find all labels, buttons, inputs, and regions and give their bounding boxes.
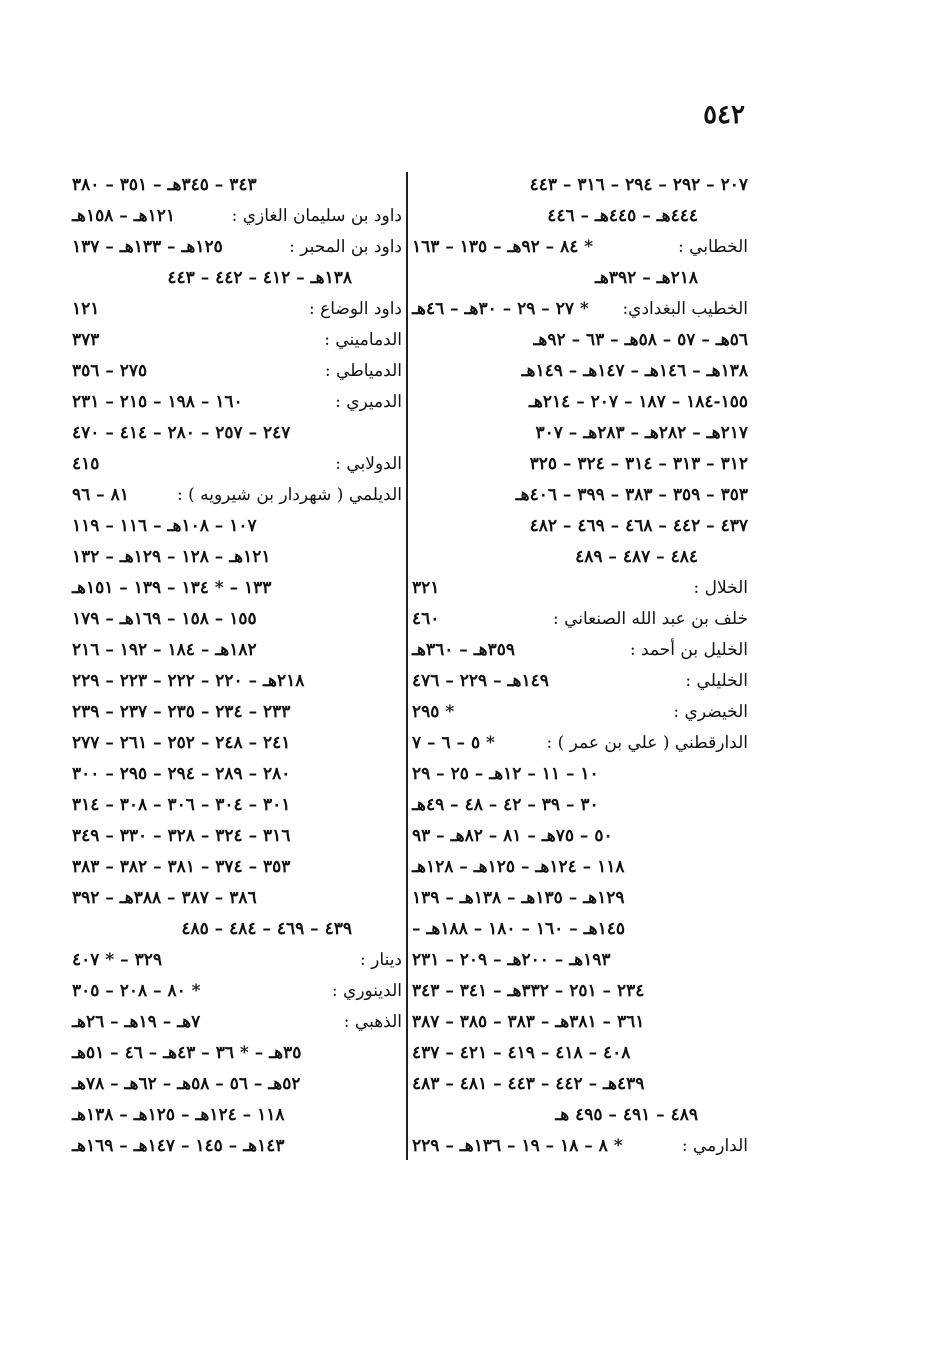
index-entry	[412, 945, 748, 976]
index-entry	[412, 325, 748, 356]
entry-page-refs: ٢٣٤ – ٢٥١ – ٣٣٢هـ – ٣٤١ – ٣٤٣	[412, 981, 645, 1001]
entry-name: داود بن سليمان الغازي :	[231, 206, 402, 226]
entry-page-refs: ١٢٥هـ – ١٣٣هـ – ١٣٧	[72, 237, 223, 257]
entry-page-refs: ١٠ – ١١ – ١٢هـ – ٢٥ – ٢٩	[412, 764, 599, 784]
index-entry	[72, 170, 402, 201]
index-entry	[72, 1038, 402, 1069]
index-entry	[412, 852, 748, 883]
entry-page-refs: ١٤٥هـ – ١٦٠ – ١٨٠ – ١٨٨هـ –	[412, 919, 625, 939]
entry-page-refs: ٢٧٥ – ٣٥٦	[72, 361, 148, 381]
entry-page-refs: ١٤٣هـ – ١٤٥ – ١٤٧هـ – ١٦٩هـ	[72, 1136, 285, 1156]
index-entry	[412, 914, 748, 945]
entry-name: دينار :	[360, 950, 402, 970]
entry-page-refs: ١٢١	[72, 299, 100, 319]
entry-page-refs: ١٦٠ – ١٩٨ – ٢١٥ – ٢٣١	[72, 392, 243, 412]
index-entry	[412, 573, 748, 604]
index-entry	[72, 635, 402, 666]
entry-page-refs: ٢١٧هـ – ٢٨٢هـ – ٢٨٣هـ – ٣٠٧	[535, 423, 748, 443]
index-entry	[72, 232, 402, 263]
entry-page-refs: ٣٠ – ٣٩ – ٤٢ – ٤٨ – ٤٩هـ	[412, 795, 599, 815]
index-entry	[412, 511, 748, 542]
index-entry	[72, 852, 402, 883]
entry-name: الديلمي ( شهردار بن شيرويه ) :	[176, 485, 402, 505]
entry-page-refs: ٣٥٣ – ٣٧٤ – ٣٨١ – ٣٨٢ – ٣٨٣	[72, 857, 291, 877]
entry-page-refs: ٥٠ – ٧٥هـ – ٨١ – ٨٢هـ – ٩٣	[412, 826, 613, 846]
index-entry	[72, 387, 402, 418]
entry-page-refs: ١٢١هـ – ١٥٨هـ	[72, 206, 176, 226]
index-entry	[72, 201, 402, 232]
entry-page-refs: * ٨ – ١٨ – ١٩ – ١٣٦هـ – ٢٢٩	[412, 1136, 623, 1156]
index-entry	[72, 480, 402, 511]
index-entry	[72, 542, 402, 573]
entry-name: الدولابي :	[335, 454, 402, 474]
index-entry	[412, 1131, 748, 1162]
entry-page-refs: ١٣٨هـ – ١٤٦هـ – ١٤٧هـ – ١٤٩هـ	[521, 361, 748, 381]
entry-page-refs: ٣٧٣	[72, 330, 100, 350]
index-entry	[72, 821, 402, 852]
entry-page-refs: ٤٨٩ – ٤٩١ – ٤٩٥ هـ	[555, 1105, 698, 1125]
index-entry	[72, 1007, 402, 1038]
entry-page-refs: ٤٣٧ – ٤٤٢ – ٤٦٨ – ٤٦٩ – ٤٨٢	[529, 516, 748, 536]
entry-page-refs: ٣٨٦ – ٣٨٧ – ٣٨٨هـ – ٣٩٢	[72, 888, 257, 908]
entry-page-refs: ٣١٦ – ٣٢٤ – ٣٢٨ – ٣٣٠ – ٣٤٩	[72, 826, 291, 846]
index-entry	[412, 666, 748, 697]
entry-name: الدارقطني ( علي بن عمر ) :	[546, 733, 748, 753]
index-entry	[72, 666, 402, 697]
entry-name: الخطابي :	[677, 237, 748, 257]
index-entry	[412, 976, 748, 1007]
index-entry	[72, 449, 402, 480]
index-entry	[412, 294, 748, 325]
entry-name: داود الوضاع :	[308, 299, 402, 319]
column-divider	[406, 172, 408, 1160]
entry-page-refs: ٣٢١	[412, 578, 440, 598]
index-entry	[412, 1038, 748, 1069]
entry-page-refs: ١٣٣ – * ١٣٤ – ١٣٩ – ١٥١هـ	[72, 578, 272, 598]
index-entry	[412, 232, 748, 263]
entry-page-refs: ٤٠٨ – ٤١٨ – ٤١٩ – ٤٢١ – ٤٣٧	[412, 1043, 631, 1063]
index-entry	[72, 883, 402, 914]
entry-page-refs: ١٢٩هـ – ١٣٥هـ – ١٣٨هـ – ١٣٩	[412, 888, 625, 908]
entry-page-refs: ٥٢هـ – ٥٦ – ٥٨هـ – ٦٢هـ – ٧٨هـ	[72, 1074, 301, 1094]
entry-page-refs: ١٨٢هـ – ١٨٤ – ١٩٢ – ٢١٦	[72, 640, 257, 660]
entry-name: الدميري :	[335, 392, 402, 412]
entry-page-refs: ١١٨ – ١٢٤هـ – ١٢٥هـ – ١٢٨هـ	[412, 857, 625, 877]
entry-name: الدارمي :	[681, 1136, 748, 1156]
entry-page-refs: ٢٨٠ – ٢٨٩ – ٢٩٤ – ٢٩٥ – ٣٠٠	[72, 764, 291, 784]
entry-name: داود بن المحبر :	[289, 237, 402, 257]
entry-page-refs: ٤٣٩ – ٤٦٩ – ٤٨٤ – ٤٨٥	[181, 919, 352, 939]
index-entry	[72, 759, 402, 790]
entry-page-refs: * ٨٠ – ٢٠٨ – ٣٠٥	[72, 981, 201, 1001]
entry-page-refs: ٣٥٣ – ٣٥٩ – ٣٨٣ – ٣٩٩ – ٤٠٦هـ	[515, 485, 748, 505]
entry-page-refs: ٢١٨هـ – ٣٩٢هـ	[594, 268, 698, 288]
index-entry	[72, 356, 402, 387]
index-entry	[412, 728, 748, 759]
index-entry	[412, 1069, 748, 1100]
entry-page-refs: ٣٦١ – ٣٨١هـ – ٣٨٣ – ٣٨٥ – ٣٨٧	[412, 1012, 645, 1032]
index-column-right	[412, 170, 748, 1162]
index-entry	[72, 604, 402, 635]
entry-page-refs: ٢٣٣ – ٢٣٤ – ٢٣٥ – ٢٣٧ – ٢٣٩	[72, 702, 291, 722]
index-entry	[72, 1131, 402, 1162]
index-entry	[412, 697, 748, 728]
index-entry	[412, 418, 748, 449]
entry-page-refs: * ٥ – ٦ – ٧	[412, 733, 495, 753]
entry-page-refs: ١١٨ – ١٢٤هـ – ١٢٥هـ – ١٣٨هـ	[72, 1105, 285, 1125]
index-entry	[72, 697, 402, 728]
index-column-left	[72, 170, 402, 1162]
entry-page-refs: ٣٥هـ – * ٣٦ – ٤٣هـ – ٤٦ – ٥١هـ	[72, 1043, 302, 1063]
index-entry	[412, 759, 748, 790]
index-entry	[72, 945, 402, 976]
index-entry	[412, 883, 748, 914]
index-entry	[72, 1069, 402, 1100]
entry-page-refs: ٤٤٤هـ – ٤٤٥هـ – ٤٤٦	[547, 206, 698, 226]
entry-page-refs: ٢٤٧ – ٢٥٧ – ٢٨٠ – ٤١٤ – ٤٧٠	[72, 423, 291, 443]
entry-page-refs: ١٠٧ – ١٠٨هـ – ١١٦ – ١١٩	[72, 516, 257, 536]
entry-name: الخلال :	[693, 578, 748, 598]
entry-page-refs: * ٢٩٥	[412, 702, 455, 722]
entry-page-refs: * ٢٧ – ٢٩ – ٣٠هـ – ٤٦هـ	[412, 299, 589, 319]
index-entry	[72, 263, 402, 294]
entry-name: الدماميني :	[324, 330, 402, 350]
entry-name: الدمياطي :	[324, 361, 402, 381]
index-entry	[412, 449, 748, 480]
index-entry	[412, 1007, 748, 1038]
index-entry	[412, 790, 748, 821]
entry-page-refs: ٣١٢ – ٣١٣ – ٣١٤ – ٣٢٤ – ٣٢٥	[529, 454, 748, 474]
entry-page-refs: ٣٠١ – ٣٠٤ – ٣٠٦ – ٣٠٨ – ٣١٤	[72, 795, 291, 815]
entry-name: الخطيب البغدادي:	[622, 299, 748, 319]
index-entry	[412, 170, 748, 201]
index-entry	[72, 418, 402, 449]
index-entry	[72, 1100, 402, 1131]
index-entry	[72, 790, 402, 821]
entry-page-refs: ٤٨٤ – ٤٨٧ – ٤٨٩	[575, 547, 698, 567]
entry-page-refs: ٧هـ – ١٩هـ – ٢٦هـ	[72, 1012, 201, 1032]
index-entry	[412, 1100, 748, 1131]
page-number: ٥٤٢	[703, 100, 745, 130]
entry-name: الذهبي :	[343, 1012, 402, 1032]
entry-page-refs: ٥٦هـ – ٥٧ – ٥٨هـ – ٦٣ – ٩٢هـ	[533, 330, 748, 350]
entry-name: الدينوري :	[331, 981, 402, 1001]
index-entry	[412, 604, 748, 635]
index-entry	[412, 387, 748, 418]
index-entry	[72, 325, 402, 356]
entry-page-refs: ٢٠٧ – ٢٩٢ – ٢٩٤ – ٣١٦ – ٤٤٣	[529, 175, 748, 195]
entry-name: خلف بن عبد الله الصنعاني :	[552, 609, 748, 629]
entry-name: الخليلي :	[685, 671, 748, 691]
index-entry	[412, 480, 748, 511]
entry-name: الخليل بن أحمد :	[629, 640, 748, 660]
entry-page-refs: ٣٤٣ – ٣٤٥هـ – ٣٥١ – ٣٨٠	[72, 175, 257, 195]
entry-page-refs: ١٥٥ – ١٥٨ – ١٦٩هـ – ١٧٩	[72, 609, 257, 629]
entry-page-refs: ٣٥٩هـ – ٣٦٠هـ	[412, 640, 516, 660]
entry-page-refs: ٤٦٠	[412, 609, 440, 629]
index-entry	[412, 201, 748, 232]
entry-page-refs: ١٣٨هـ – ٤١٢ – ٤٤٢ – ٤٤٣	[167, 268, 352, 288]
entry-page-refs: ١٤٩هـ – ٢٢٩ – ٤٧٦	[412, 671, 549, 691]
entry-page-refs: ٣٢٩ – * ٤٠٧	[72, 950, 162, 970]
index-entry	[412, 542, 748, 573]
entry-page-refs: ٨١ – ٩٦	[72, 485, 129, 505]
index-entry	[412, 356, 748, 387]
entry-page-refs: ٢٤١ – ٢٤٨ – ٢٥٢ – ٢٦١ – ٢٧٧	[72, 733, 291, 753]
index-entry	[412, 263, 748, 294]
entry-name: الخيضري :	[673, 702, 748, 722]
entry-page-refs: ٤٣٩هـ – ٤٤٢ – ٤٤٣ – ٤٨١ – ٤٨٣	[412, 1074, 645, 1094]
index-entry	[412, 821, 748, 852]
index-entry	[72, 728, 402, 759]
entry-page-refs: ١٢١هـ – ١٢٨ – ١٢٩هـ – ١٣٢	[72, 547, 271, 567]
entry-page-refs: * ٨٤ – ٩٢هـ – ١٣٥ – ١٦٣	[412, 237, 594, 257]
index-entry	[72, 573, 402, 604]
index-entry	[72, 914, 402, 945]
entry-page-refs: ٤١٥	[72, 454, 100, 474]
index-entry	[72, 511, 402, 542]
index-entry	[72, 976, 402, 1007]
index-entry	[72, 294, 402, 325]
entry-page-refs: ١٥٥-١٨٤ – ١٨٧ – ٢٠٧ – ٢١٤هـ	[528, 392, 748, 412]
entry-page-refs: ٢١٨هـ – ٢٢٠ – ٢٢٢ – ٢٢٣ – ٢٢٩	[72, 671, 305, 691]
index-entry	[412, 635, 748, 666]
entry-page-refs: ١٩٣هـ – ٢٠٠هـ – ٢٠٩ – ٢٣١	[412, 950, 611, 970]
